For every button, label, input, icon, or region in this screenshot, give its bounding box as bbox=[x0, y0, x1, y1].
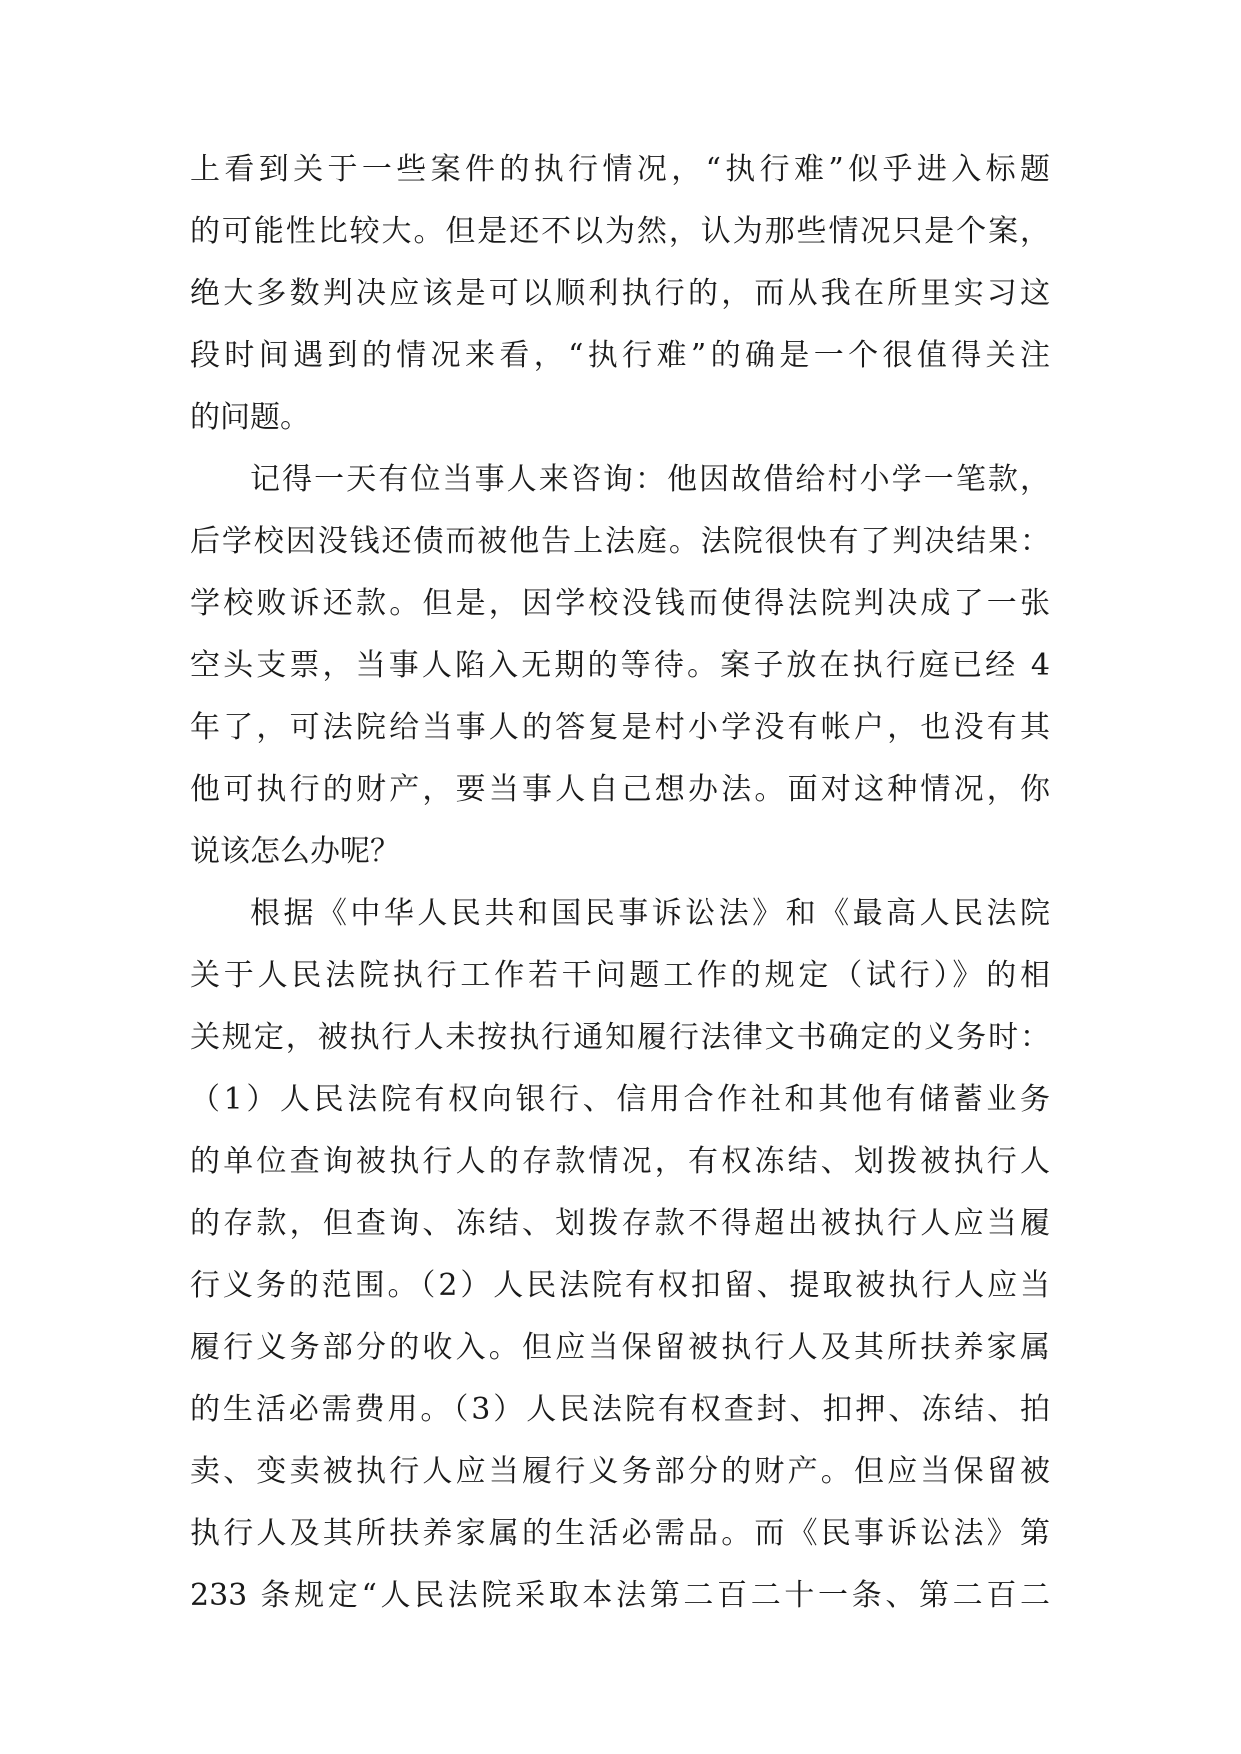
text-line: 说该怎么办呢？ bbox=[190, 834, 400, 869]
text-line: 关于人民法院执行工作若干问题工作的规定（试行）》的相 bbox=[190, 958, 1050, 993]
text-line: 后学校因没钱还债而被他告上法庭。法院很快有了判决结果： bbox=[190, 524, 1050, 559]
text-line: 段时间遇到的情况来看，“执行难”的确是一个很值得关注 bbox=[190, 338, 1050, 373]
text-line: 卖、变卖被执行人应当履行义务部分的财产。但应当保留被 bbox=[190, 1454, 1050, 1489]
paragraph-first-line: 根据《中华人民共和国民事诉讼法》和《最高人民法院 bbox=[250, 896, 1050, 931]
text-line: 他可执行的财产，要当事人自己想办法。面对这种情况，你 bbox=[190, 772, 1050, 807]
paragraph-first-line: 记得一天有位当事人来咨询：他因故借给村小学一笔款， bbox=[250, 462, 1050, 497]
text-line: 关规定，被执行人未按执行通知履行法律文书确定的义务时： bbox=[190, 1020, 1050, 1055]
text-line: 的存款，但查询、冻结、划拨存款不得超出被执行人应当履 bbox=[190, 1206, 1050, 1241]
text-line: 行义务的范围。（2）人民法院有权扣留、提取被执行人应当 bbox=[190, 1268, 1050, 1303]
text-line: 空头支票，当事人陷入无期的等待。案子放在执行庭已经 4 bbox=[190, 648, 1050, 683]
text-line: 的可能性比较大。但是还不以为然，认为那些情况只是个案， bbox=[190, 214, 1050, 249]
text-line: 履行义务部分的收入。但应当保留被执行人及其所扶养家属 bbox=[190, 1330, 1050, 1365]
text-line: 233 条规定“人民法院采取本法第二百二十一条、第二百二 bbox=[190, 1578, 1050, 1613]
text-line: 上看到关于一些案件的执行情况，“执行难”似乎进入标题 bbox=[190, 152, 1050, 187]
text-line: 学校败诉还款。但是，因学校没钱而使得法院判决成了一张 bbox=[190, 586, 1050, 621]
text-line: 的问题。 bbox=[190, 400, 310, 435]
text-line: 绝大多数判决应该是可以顺利执行的，而从我在所里实习这 bbox=[190, 276, 1050, 311]
text-line: 的单位查询被执行人的存款情况，有权冻结、划拨被执行人 bbox=[190, 1144, 1050, 1179]
text-line: 年了，可法院给当事人的答复是村小学没有帐户，也没有其 bbox=[190, 710, 1050, 745]
text-line: （1）人民法院有权向银行、信用合作社和其他有储蓄业务 bbox=[190, 1082, 1050, 1117]
text-line: 的生活必需费用。（3）人民法院有权查封、扣押、冻结、拍 bbox=[190, 1392, 1050, 1427]
text-line: 执行人及其所扶养家属的生活必需品。而《民事诉讼法》第 bbox=[190, 1516, 1050, 1551]
